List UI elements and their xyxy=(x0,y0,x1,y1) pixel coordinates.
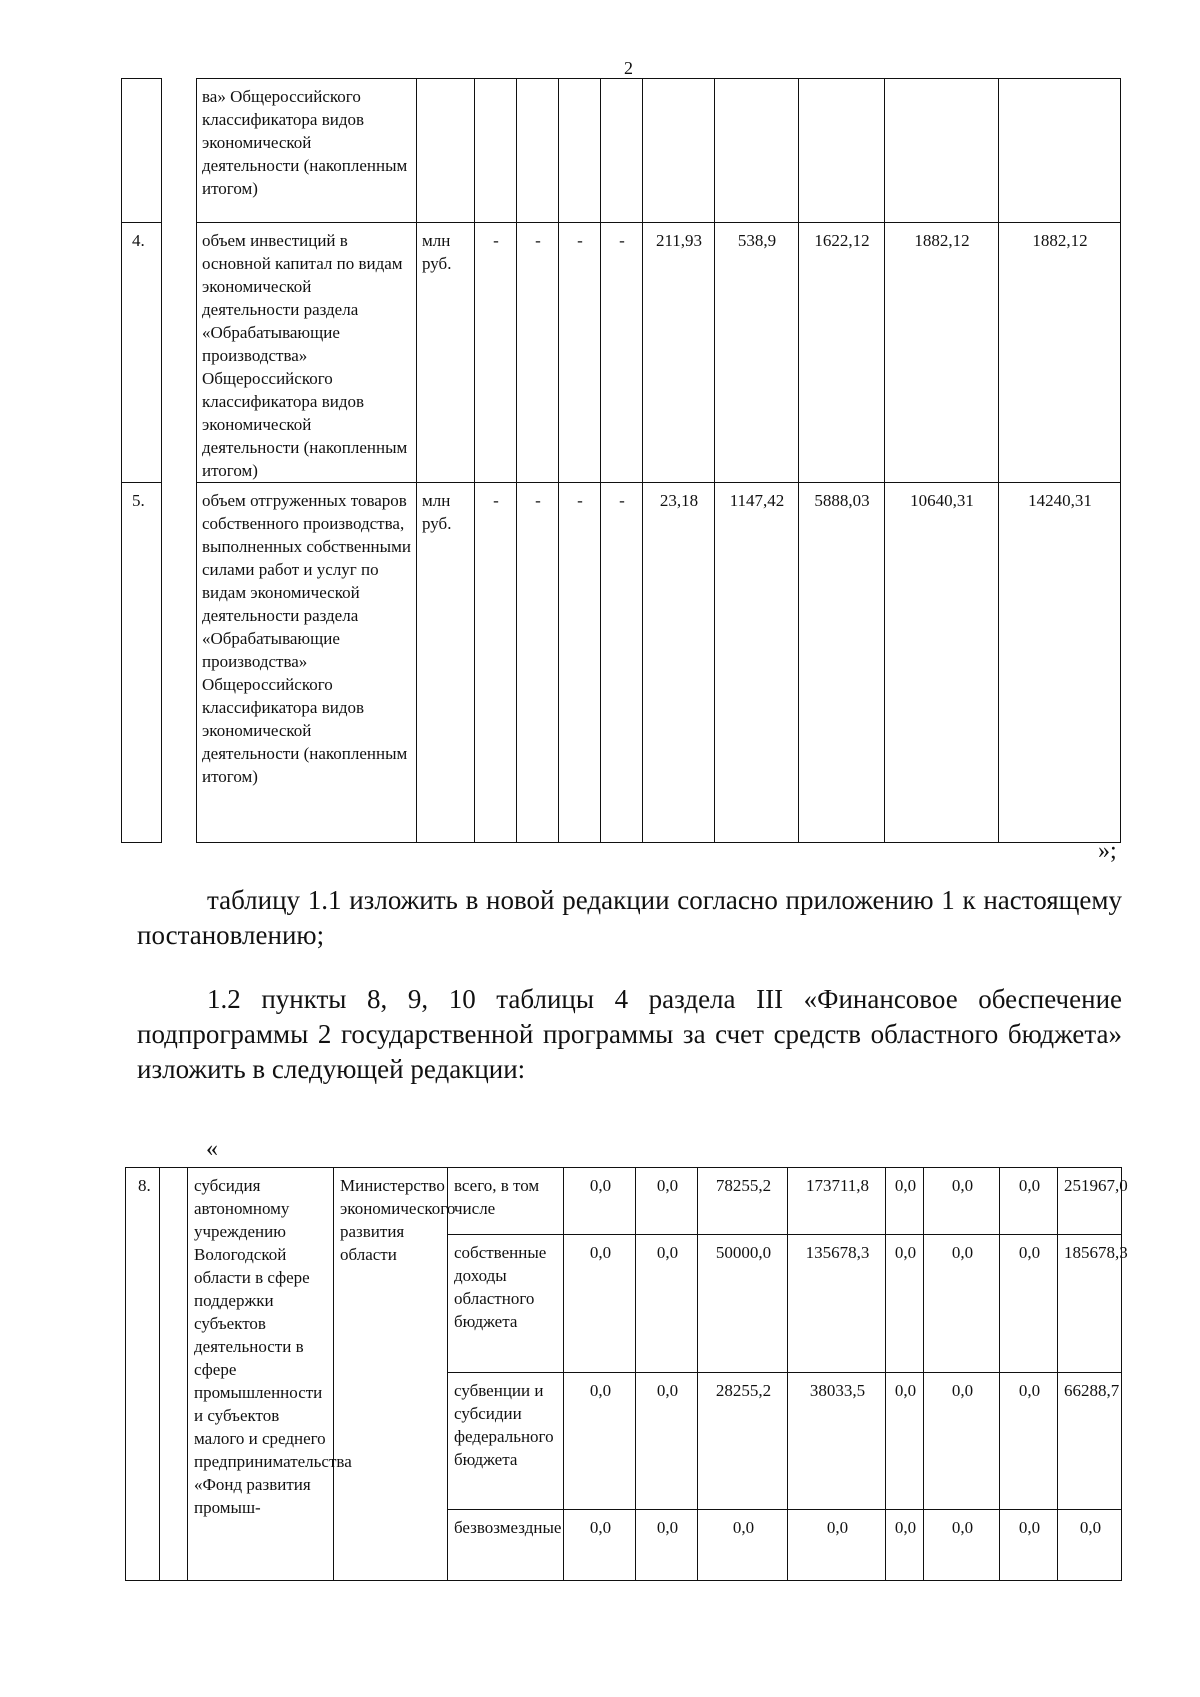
value-cell: 0,0 xyxy=(886,1373,924,1510)
value-cell: 0,0 xyxy=(698,1510,788,1581)
funding-source: безвозмездные xyxy=(448,1510,564,1581)
indicator-name: ва» Общероссийского классификатора видов экономической деятельности (накопленным итогом) xyxy=(197,79,417,223)
measure-name: субсидия автономному учреждению Вологодской области в сфере поддержки субъектов деятельности в сфере промышленности и субъектов малого и среднего предпринимательства «Фонд развития промыш- xyxy=(188,1168,334,1581)
table-row xyxy=(122,483,1121,843)
value-cell: - xyxy=(475,223,517,483)
spacer-cell xyxy=(162,79,197,843)
row-number: 5. xyxy=(122,483,162,843)
value-cell: - xyxy=(559,223,601,483)
value-cell: 1882,12 xyxy=(999,223,1121,483)
value-cell: 1147,42 xyxy=(715,483,799,843)
unit xyxy=(417,79,475,223)
row-number: 8. xyxy=(126,1168,160,1581)
unit: млн руб. xyxy=(417,223,475,483)
value-cell: 0,0 xyxy=(564,1510,636,1581)
value-cell: 0,0 xyxy=(636,1235,698,1373)
finance-table xyxy=(125,1167,1128,1581)
closing-quote: »; xyxy=(1098,838,1117,864)
value-cell: 1622,12 xyxy=(799,223,885,483)
table-row xyxy=(122,79,1121,223)
value-cell: 135678,3 xyxy=(788,1235,886,1373)
value-cell: - xyxy=(517,483,559,843)
value-cell: 0,0 xyxy=(924,1168,1000,1235)
paragraph: 1.2 пункты 8, 9, 10 таблицы 4 раздела III «Финансовое обеспечение подпрограммы 2 государственной программы за счет средств областного бюджета» изложить в следующей редакции: xyxy=(137,984,1122,1084)
value-cell: 185678,3 xyxy=(1058,1235,1122,1373)
row-number xyxy=(122,79,162,223)
funding-source: собственные доходы областного бюджета xyxy=(448,1235,564,1373)
funding-source: субвенции и субсидии федерального бюджета xyxy=(448,1373,564,1510)
value-cell: 5888,03 xyxy=(799,483,885,843)
value-cell xyxy=(999,79,1121,223)
value-cell: 0,0 xyxy=(924,1235,1000,1373)
value-cell: 0,0 xyxy=(1000,1235,1058,1373)
value-cell xyxy=(885,79,999,223)
value-cell: 0,0 xyxy=(924,1510,1000,1581)
value-cell: 0,0 xyxy=(564,1373,636,1510)
value-cell xyxy=(643,79,715,223)
value-cell: 0,0 xyxy=(564,1235,636,1373)
indicator-name: объем инвестиций в основной капитал по видам экономической деятельности раздела «Обрабатывающие производства» Общероссийского классификатора видов экономической деятельности (накопленным итогом) xyxy=(197,223,417,483)
value-cell: 0,0 xyxy=(1000,1168,1058,1235)
value-cell xyxy=(475,79,517,223)
spacer-cell xyxy=(160,1168,188,1581)
value-cell: 251967,0 xyxy=(1058,1168,1122,1235)
value-cell: 66288,7 xyxy=(1058,1373,1122,1510)
row-number: 4. xyxy=(122,223,162,483)
funding-source: всего, в том числе xyxy=(448,1168,564,1235)
unit: млн руб. xyxy=(417,483,475,843)
value-cell: 78255,2 xyxy=(698,1168,788,1235)
value-cell: 0,0 xyxy=(886,1168,924,1235)
value-cell: 50000,0 xyxy=(698,1235,788,1373)
value-cell: 0,0 xyxy=(886,1235,924,1373)
value-cell xyxy=(559,79,601,223)
executor: Министерство экономического развития области xyxy=(334,1168,448,1581)
value-cell: - xyxy=(559,483,601,843)
value-cell: 538,9 xyxy=(715,223,799,483)
value-cell xyxy=(601,79,643,223)
value-cell: 0,0 xyxy=(564,1168,636,1235)
value-cell: - xyxy=(601,483,643,843)
indicators-table xyxy=(121,78,1121,843)
value-cell: - xyxy=(601,223,643,483)
value-cell: 173711,8 xyxy=(788,1168,886,1235)
paragraph: таблицу 1.1 изложить в новой редакции согласно приложению 1 к настоящему постановлению; xyxy=(137,885,1122,950)
value-cell: 1882,12 xyxy=(885,223,999,483)
value-cell: 0,0 xyxy=(636,1373,698,1510)
value-cell: 0,0 xyxy=(924,1373,1000,1510)
opening-quote: « xyxy=(206,1136,218,1162)
value-cell: 0,0 xyxy=(1000,1510,1058,1581)
value-cell: 0,0 xyxy=(886,1510,924,1581)
value-cell: 38033,5 xyxy=(788,1373,886,1510)
value-cell: 0,0 xyxy=(788,1510,886,1581)
value-cell xyxy=(715,79,799,223)
indicator-name: объем отгруженных товаров собственного производства, выполненных собственными силами работ и услуг по видам экономической деятельности раздела «Обрабатывающие производства» Общероссийского классификатора видов экономической деятельности (накопленным итогом) xyxy=(197,483,417,843)
value-cell: 0,0 xyxy=(636,1168,698,1235)
page-number: 2 xyxy=(624,58,633,78)
value-cell: 23,18 xyxy=(643,483,715,843)
value-cell xyxy=(799,79,885,223)
value-cell: - xyxy=(475,483,517,843)
value-cell: 211,93 xyxy=(643,223,715,483)
value-cell: 0,0 xyxy=(1058,1510,1122,1581)
value-cell: - xyxy=(517,223,559,483)
value-cell: 28255,2 xyxy=(698,1373,788,1510)
value-cell xyxy=(517,79,559,223)
table-row xyxy=(126,1168,1122,1235)
value-cell: 14240,31 xyxy=(999,483,1121,843)
value-cell: 0,0 xyxy=(636,1510,698,1581)
value-cell: 0,0 xyxy=(1000,1373,1058,1510)
table-row xyxy=(122,223,1121,483)
value-cell: 10640,31 xyxy=(885,483,999,843)
